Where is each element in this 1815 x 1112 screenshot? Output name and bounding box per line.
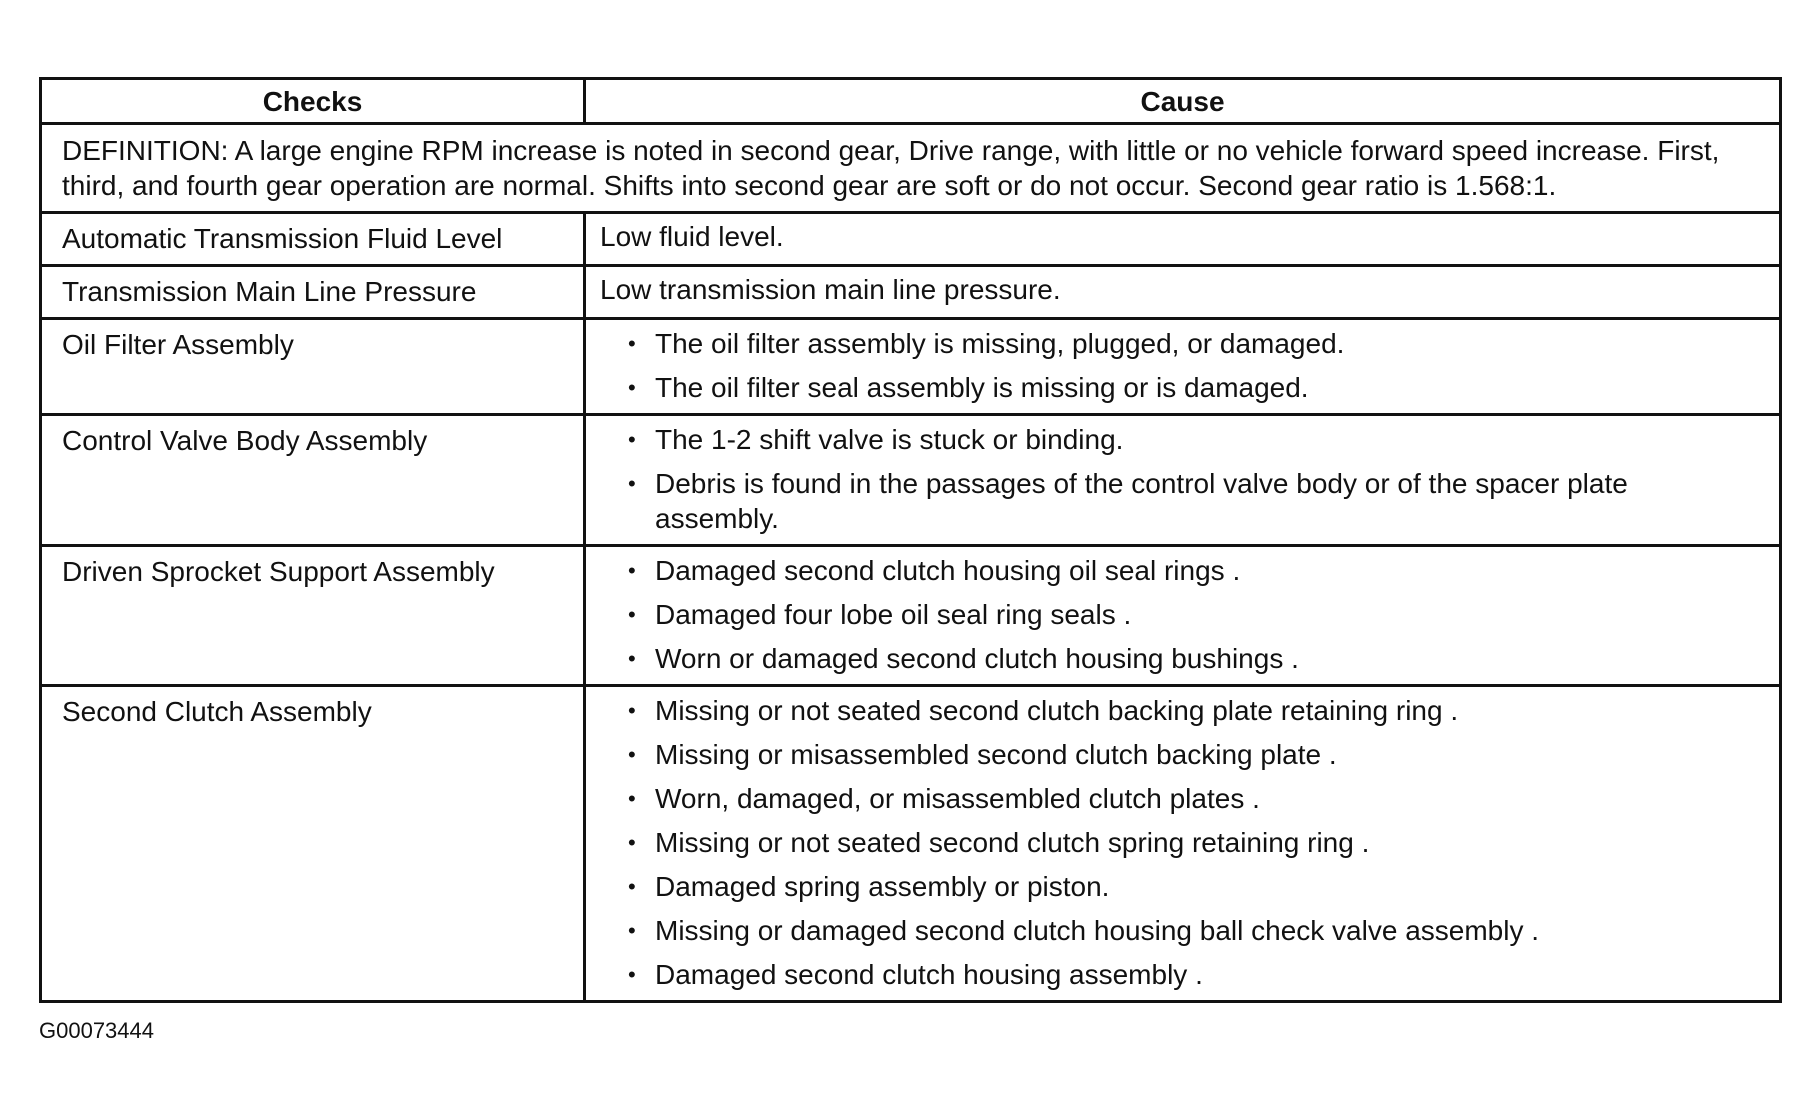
check-cell: Driven Sprocket Support Assembly	[41, 546, 585, 686]
table-header-row	[41, 79, 1781, 124]
cause-cell	[585, 319, 1781, 415]
cause-item: • Missing or not seated second clutch backing plate retaining ring .	[628, 693, 1759, 728]
check-cell: Automatic Transmission Fluid Level	[41, 213, 585, 266]
cause-list	[600, 326, 1759, 405]
diagnostic-table	[39, 77, 1782, 1003]
figure-id-label: G00073444	[39, 1018, 154, 1043]
table-row	[41, 319, 1781, 415]
cause-item: • Damaged spring assembly or piston.	[628, 869, 1759, 904]
cause-item: • Worn, damaged, or misassembled clutch plates .	[628, 781, 1759, 816]
cause-item: • Debris is found in the passages of the control valve body or of the spacer plate assembly.	[628, 466, 1759, 536]
cause-cell: Low transmission main line pressure.	[585, 266, 1781, 319]
cause-item: • The 1-2 shift valve is stuck or binding.	[628, 422, 1759, 457]
definition-row	[41, 124, 1781, 213]
table-row	[41, 546, 1781, 686]
cause-item: • Worn or damaged second clutch housing bushings .	[628, 641, 1759, 676]
check-cell: Second Clutch Assembly	[41, 686, 585, 1002]
table-row	[41, 686, 1781, 1002]
check-cell: Transmission Main Line Pressure	[41, 266, 585, 319]
definition-text: DEFINITION: A large engine RPM increase is noted in second gear, Drive range, with little or no vehicle forward speed increase. First, third, and fourth gear operation are normal. Shifts into second gear are soft or do not occur. Second gear ratio is 1.568:1.	[41, 124, 1781, 213]
cause-list	[600, 553, 1759, 676]
cause-cell: Low fluid level.	[585, 213, 1781, 266]
cause-item: • Damaged second clutch housing assembly .	[628, 957, 1759, 992]
cause-item: • The oil filter seal assembly is missing or is damaged.	[628, 370, 1759, 405]
column-header-cause: Cause	[585, 79, 1781, 124]
check-cell: Control Valve Body Assembly	[41, 415, 585, 546]
cause-cell	[585, 415, 1781, 546]
cause-list	[600, 693, 1759, 992]
cause-item: • Missing or damaged second clutch housing ball check valve assembly .	[628, 913, 1759, 948]
cause-cell	[585, 546, 1781, 686]
cause-cell	[585, 686, 1781, 1002]
cause-item: • Missing or misassembled second clutch backing plate .	[628, 737, 1759, 772]
table-row	[41, 213, 1781, 266]
table-row	[41, 415, 1781, 546]
cause-item: • Missing or not seated second clutch spring retaining ring .	[628, 825, 1759, 860]
cause-list	[600, 422, 1759, 536]
column-header-checks: Checks	[41, 79, 585, 124]
table-row	[41, 266, 1781, 319]
cause-item: • Damaged second clutch housing oil seal rings .	[628, 553, 1759, 588]
check-cell: Oil Filter Assembly	[41, 319, 585, 415]
cause-item: • The oil filter assembly is missing, plugged, or damaged.	[628, 326, 1759, 361]
cause-item: • Damaged four lobe oil seal ring seals .	[628, 597, 1759, 632]
